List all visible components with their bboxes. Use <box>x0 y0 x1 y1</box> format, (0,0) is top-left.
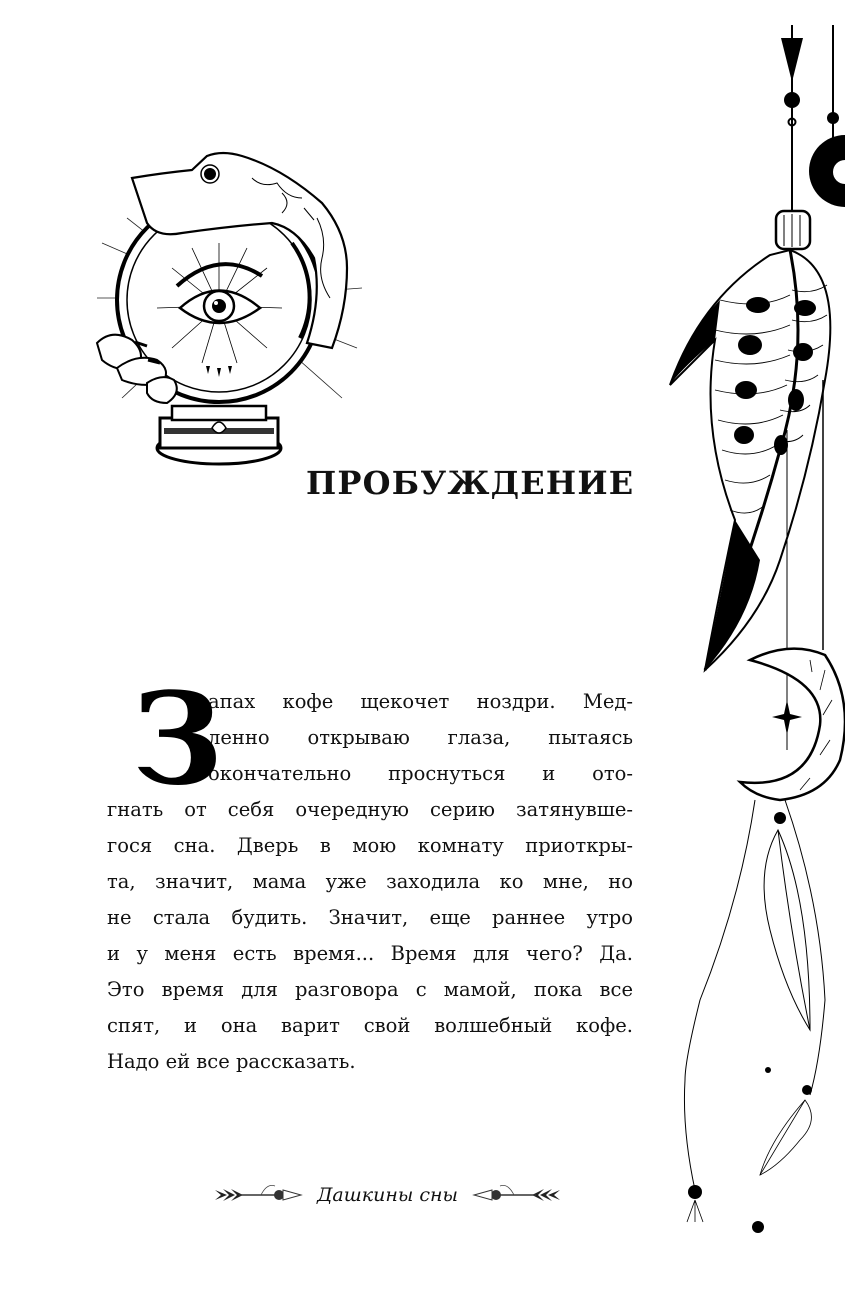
running-footer <box>195 1180 580 1210</box>
text-line: та, значит, мама уже заходила ко мне, но <box>107 870 633 893</box>
dreamcatcher-illustration-icon <box>660 0 845 1312</box>
arrow-ornament-right-icon <box>470 1184 562 1206</box>
text-line: окончательно проснуться и ото- <box>208 762 633 785</box>
text-line: Надо ей все рассказать. <box>107 1050 356 1073</box>
text-line: не стала будить. Значит, еще раннее утро <box>107 906 633 929</box>
running-title: Дашкины сны <box>316 1184 458 1206</box>
text-line: апах кофе щекочет ноздри. Мед- <box>208 690 633 713</box>
text-line: гося сна. Дверь в мою комнату приоткры- <box>107 834 633 857</box>
text-line: гнать от себя очередную серию затянувше- <box>107 798 633 821</box>
text-line: спят, и она варит свой волшебный кофе. <box>107 1014 633 1037</box>
text-line: Это время для разговора с мамой, пока все <box>107 978 633 1001</box>
body-paragraph <box>107 665 633 1080</box>
arrow-ornament-left-icon <box>213 1184 305 1206</box>
drop-cap: З <box>132 665 223 813</box>
text-line: ленно открываю глаза, пытаясь <box>208 726 633 749</box>
chapter-title: ПРОБУЖДЕНИЕ <box>306 464 635 502</box>
text-line: и у меня есть время... Время для чего? Да. <box>107 942 633 965</box>
crystal-ball-illustration-icon <box>92 148 367 473</box>
